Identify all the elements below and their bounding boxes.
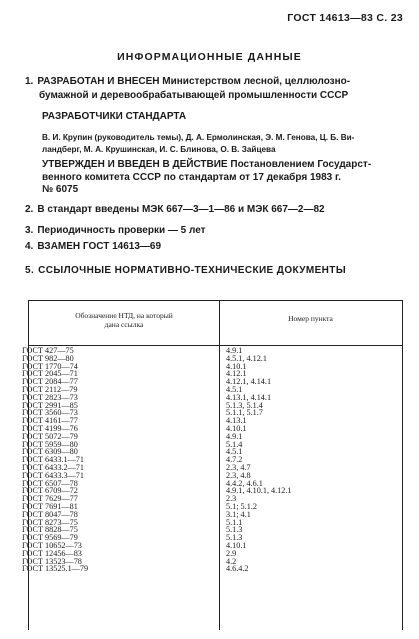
approval-line3: № 6075 [42, 184, 79, 195]
table-cell-document: ГОСТ 6433.1—71 [22, 455, 84, 465]
table-cell-clause: 5.1.3, 5.1.4 [226, 400, 263, 410]
table-cell-clause: 5.1.3 [226, 525, 243, 535]
item-4 [25, 240, 403, 254]
table-cell-document: ГОСТ 10652—73 [22, 540, 82, 550]
item-3 [25, 224, 403, 238]
table-cell-document: ГОСТ 8047—78 [22, 509, 78, 519]
table-header-col1-line2: дана ссылка [104, 320, 144, 329]
table-cell-clause: 4.9.1, 4.10.1, 4.12.1 [226, 486, 292, 496]
table-header [29, 301, 402, 346]
table-cell-clause: 2.3, 4.8 [226, 470, 251, 480]
table-cell-clause: 5.1.3 [226, 533, 243, 543]
table-cell-document: ГОСТ 12456—83 [22, 548, 82, 558]
table-cell-document: ГОСТ 7691—81 [22, 501, 78, 511]
table-cell-clause: 4.2 [226, 556, 237, 566]
approval-line1: Постановлением Государст- [230, 159, 372, 170]
table-cell-clause: 4.7.2 [226, 455, 243, 465]
item-1-text-line1: Министерством лесной, целлюлозно- [162, 76, 351, 87]
table-cell-document: ГОСТ 6309—80 [22, 447, 78, 457]
table-cell-clause: 4.9.1 [226, 346, 243, 355]
table-cell-clause: 4.10.1 [226, 423, 247, 433]
table-cell-clause: 4.10.1 [226, 361, 247, 371]
table-cell-document: ГОСТ 5959—80 [22, 439, 78, 449]
table-cell-clause: 4.5.1 [226, 384, 243, 394]
page-title: ИНФОРМАЦИОННЫЕ ДАННЫЕ [117, 51, 302, 63]
table-cell-document: ГОСТ 6433.2—71 [22, 462, 84, 472]
table-cell-document: ГОСТ 9569—79 [22, 533, 78, 543]
item-1 [25, 75, 403, 102]
table-cell-document: ГОСТ 5072—79 [22, 431, 78, 441]
table-cell-document: ГОСТ 2823—73 [22, 392, 78, 402]
table-cell-document: ГОСТ 6709—72 [22, 486, 78, 496]
table-header-col1 [29, 311, 219, 329]
approval-info [42, 159, 403, 197]
table-cell-document: ГОСТ 13525.1—79 [22, 564, 89, 574]
table-cell-clause: 5.1; 5.1.2 [226, 501, 257, 511]
table-cell-clause: 4.10.1 [226, 540, 247, 550]
table-cell-document: ГОСТ 6507—78 [22, 478, 78, 488]
item-1-text-line2: бумажной и деревообрабатывающей промышленности СССР [39, 89, 349, 101]
table-cell-document: ГОСТ 4199—76 [22, 423, 78, 433]
table-cell-clause: 3.1; 4.1 [226, 509, 251, 519]
table-column-divider [219, 301, 220, 630]
authors-line-2: ландберг, М. А. Крушинская, И. С. Блинова, О. В. Зайцева [42, 145, 276, 154]
item-1-number: 1. [25, 76, 34, 87]
table-cell-clause: 4.12.1, 4.14.1 [226, 377, 272, 387]
authors-line-1: В. И. Крупин (руководитель темы), Д. А. Ермолинская, Э. М. Генова, Ц. Б. Ви- [42, 133, 355, 142]
table-cell-clause: 4.12.1 [226, 369, 247, 379]
table-cell-document: ГОСТ 1770—74 [22, 361, 78, 371]
table-cell-document: ГОСТ 8828—75 [22, 525, 78, 535]
item-3-number: 3. [25, 225, 34, 236]
table-cell-document: ГОСТ 3560—73 [22, 408, 78, 418]
item-5 [25, 264, 403, 278]
table-cell-document: ГОСТ 2084—77 [22, 377, 78, 387]
table-cell-clause: 4.9.1 [226, 431, 243, 441]
table-cell-document: ГОСТ 982—80 [22, 353, 74, 363]
item-2-number: 2. [25, 204, 34, 215]
table-cell-document: ГОСТ 4161—77 [22, 416, 78, 426]
table-header-col1-line1: Обозначение НТД, на который [75, 311, 173, 320]
item-2 [25, 203, 403, 217]
table-cell-clause: 5.1.4 [226, 439, 243, 449]
table-column-documents [22, 347, 88, 573]
table-cell-clause: 5.1.1, 5.1.7 [226, 408, 263, 418]
table-cell-clause: 4.5.1 [226, 447, 243, 457]
item-3-text: Периодичность проверки — 5 лет [37, 225, 206, 236]
table-cell-document: ГОСТ 427—75 [22, 346, 74, 355]
item-5-number: 5. [25, 265, 35, 276]
item-2-text: В стандарт введены МЭК 667—3—1—86 и МЭК 667—2—82 [37, 204, 325, 215]
table-cell-clause: 2.3 [226, 494, 237, 504]
table-cell-document: ГОСТ 2991—85 [22, 400, 78, 410]
table-cell-clause: 2.3, 4.7 [226, 462, 251, 472]
table-cell-document: ГОСТ 8273—75 [22, 517, 78, 527]
authors-list [42, 132, 403, 156]
item-1-label: РАЗРАБОТАН И ВНЕСЕН [37, 76, 160, 87]
table-cell-clause: 4.5.1, 4.12.1 [226, 353, 267, 363]
item-5-text: ССЫЛОЧНЫЕ НОРМАТИВНО-ТЕХНИЧЕСКИЕ ДОКУМЕНТЫ [38, 265, 347, 276]
table-cell-document: ГОСТ 13523—78 [22, 556, 82, 566]
table-cell-clause: 4.13.1, 4.14.1 [226, 392, 272, 402]
item-4-number: 4. [25, 241, 34, 252]
approval-label: УТВЕРЖДЕН И ВВЕДЕН В ДЕЙСТВИЕ [42, 159, 228, 170]
page-header: ГОСТ 14613—83 С. 23 [287, 12, 403, 24]
table-cell-document: ГОСТ 2112—79 [22, 384, 78, 394]
table-cell-clause: 2.9 [226, 548, 237, 558]
table-cell-clause: 4.6.4.2 [226, 564, 249, 574]
table-cell-clause: 4.4.2, 4.6.1 [226, 478, 263, 488]
table-cell-document: ГОСТ 6433.3—71 [22, 470, 84, 480]
table-header-col2: Номер пункта [288, 314, 333, 323]
table-cell-clause: 5.1.1 [226, 517, 243, 527]
table-cell-clause: 4.13.1 [226, 416, 247, 426]
item-4-text: ВЗАМЕН ГОСТ 14613—69 [37, 241, 162, 252]
approval-line2: венного комитета СССР по стандартам от 17 декабря 1983 г. [42, 171, 341, 183]
developers-label: РАЗРАБОТЧИКИ СТАНДАРТА [42, 111, 187, 122]
table-cell-document: ГОСТ 7629—77 [22, 494, 78, 504]
table-cell-document: ГОСТ 2045—71 [22, 369, 78, 379]
table-column-clauses [226, 347, 292, 573]
